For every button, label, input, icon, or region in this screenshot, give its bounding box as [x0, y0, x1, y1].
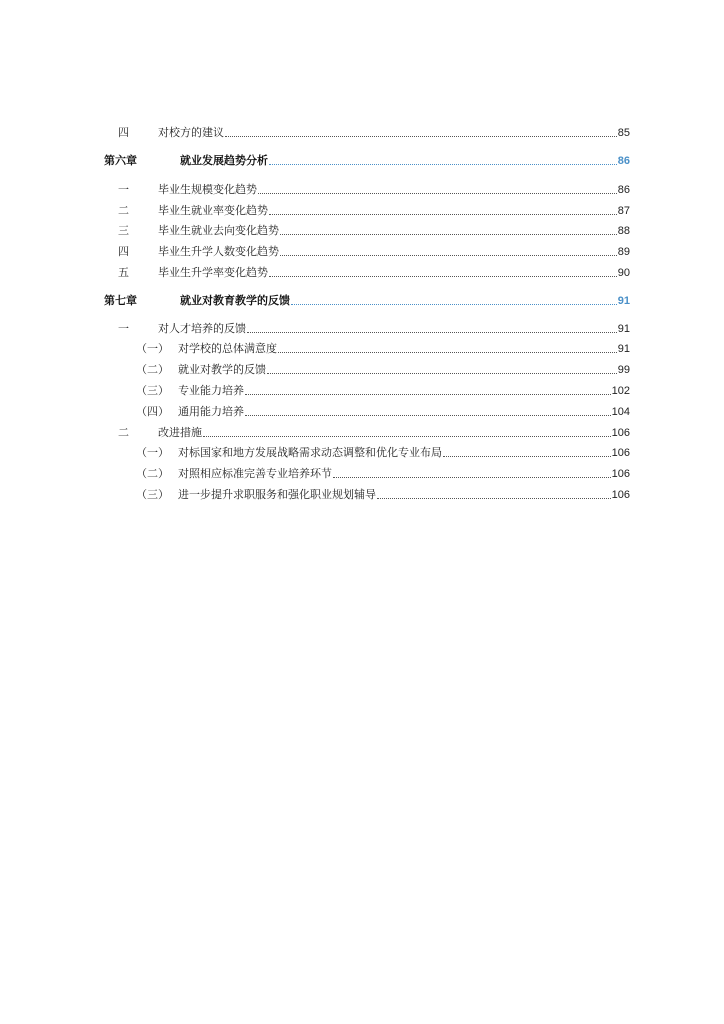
toc-chapter-title: 就业发展趋势分析: [180, 154, 268, 167]
toc-subentry[interactable]: [104, 486, 630, 502]
toc-entry-title: 毕业生就业率变化趋势: [158, 204, 268, 217]
toc-chapter-number: 第六章: [104, 154, 137, 167]
toc-subentry-number: （三）: [136, 488, 169, 501]
dot-leader: [245, 394, 611, 395]
toc-subentry-number: （一）: [136, 446, 169, 459]
toc-subentry[interactable]: [104, 403, 630, 419]
toc-subentry[interactable]: [104, 361, 630, 377]
toc-entry-title: 毕业生升学率变化趋势: [158, 266, 268, 279]
toc-entry[interactable]: [104, 181, 630, 197]
toc-entry-page: 88: [617, 225, 630, 237]
toc-entry-title: 对人才培养的反馈: [158, 322, 246, 335]
dot-leader: [203, 436, 611, 437]
toc-entry[interactable]: [104, 202, 630, 218]
dot-leader: [225, 136, 617, 137]
toc-chapter-entry[interactable]: [104, 292, 630, 308]
toc-entry-page: 90: [617, 267, 630, 279]
toc-entry-page: 85: [617, 127, 630, 139]
toc-subentry[interactable]: [104, 444, 630, 460]
toc-subentry-title: 就业对教学的反馈: [178, 363, 266, 376]
toc-subentry-title: 对学校的总体满意度: [178, 342, 277, 355]
toc-entry-number: 三: [118, 224, 129, 237]
toc-subentry[interactable]: [104, 465, 630, 481]
toc-chapter-entry[interactable]: [104, 152, 630, 168]
toc-subentry-title: 对标国家和地方发展战略需求动态调整和优化专业布局: [178, 446, 442, 459]
toc-entry-page: 86: [617, 184, 630, 196]
toc-entry-number: 四: [118, 126, 129, 139]
toc-subentry-page: 106: [611, 489, 630, 501]
toc-entry[interactable]: [104, 320, 630, 336]
dot-leader: [291, 304, 617, 305]
toc-entry-number: 一: [118, 183, 129, 196]
toc-entry[interactable]: [104, 264, 630, 280]
toc-entry-title: 毕业生升学人数变化趋势: [158, 245, 279, 258]
toc-subentry-number: （二）: [136, 363, 169, 376]
toc-entry-number: 二: [118, 426, 129, 439]
toc-subentry-number: （一）: [136, 342, 169, 355]
toc-entry-page: 91: [617, 323, 630, 335]
toc-subentry-number: （二）: [136, 467, 169, 480]
toc-subentry-number: （三）: [136, 384, 169, 397]
toc-subentry-page: 104: [611, 406, 630, 418]
dot-leader: [269, 164, 617, 165]
dot-leader: [280, 255, 617, 256]
toc-entry-number: 一: [118, 322, 129, 335]
dot-leader: [269, 276, 617, 277]
toc-entry[interactable]: [104, 424, 630, 440]
dot-leader: [443, 456, 611, 457]
toc-entry-page: 89: [617, 246, 630, 258]
toc-entry-title: 对校方的建议: [158, 126, 224, 139]
dot-leader: [247, 332, 617, 333]
toc-entry-title: 毕业生就业去向变化趋势: [158, 224, 279, 237]
dot-leader: [269, 214, 617, 215]
toc-subentry-title: 专业能力培养: [178, 384, 244, 397]
toc-subentry[interactable]: [104, 382, 630, 398]
toc-entry-number: 四: [118, 245, 129, 258]
toc-entry-title: 毕业生规模变化趋势: [158, 183, 257, 196]
toc-subentry-title: 对照相应标准完善专业培养环节: [178, 467, 332, 480]
toc-subentry-number: （四）: [136, 405, 169, 418]
toc-subentry-page: 106: [611, 468, 630, 480]
toc-subentry-title: 进一步提升求职服务和强化职业规划辅导: [178, 488, 376, 501]
toc-entry[interactable]: [104, 124, 630, 140]
dot-leader: [258, 193, 617, 194]
toc-entry-title: 改进措施: [158, 426, 202, 439]
toc-subentry-page: 99: [617, 364, 630, 376]
toc-subentry-page: 91: [617, 343, 630, 355]
toc-entry[interactable]: [104, 222, 630, 238]
toc-entry[interactable]: [104, 243, 630, 259]
dot-leader: [245, 415, 611, 416]
toc-subentry[interactable]: [104, 340, 630, 356]
toc-entry-number: 二: [118, 204, 129, 217]
dot-leader: [267, 373, 617, 374]
toc-entry-page: 87: [617, 205, 630, 217]
toc-entry-page: 106: [611, 427, 630, 439]
toc-subentry-page: 102: [611, 385, 630, 397]
toc-subentry-page: 106: [611, 447, 630, 459]
dot-leader: [278, 352, 617, 353]
toc-entry-number: 五: [118, 266, 129, 279]
dot-leader: [333, 477, 611, 478]
toc-chapter-page: 86: [617, 155, 630, 167]
dot-leader: [377, 498, 611, 499]
toc-subentry-title: 通用能力培养: [178, 405, 244, 418]
toc-chapter-number: 第七章: [104, 294, 137, 307]
toc-chapter-title: 就业对教育教学的反馈: [180, 294, 290, 307]
toc-chapter-page: 91: [617, 295, 630, 307]
dot-leader: [280, 234, 617, 235]
